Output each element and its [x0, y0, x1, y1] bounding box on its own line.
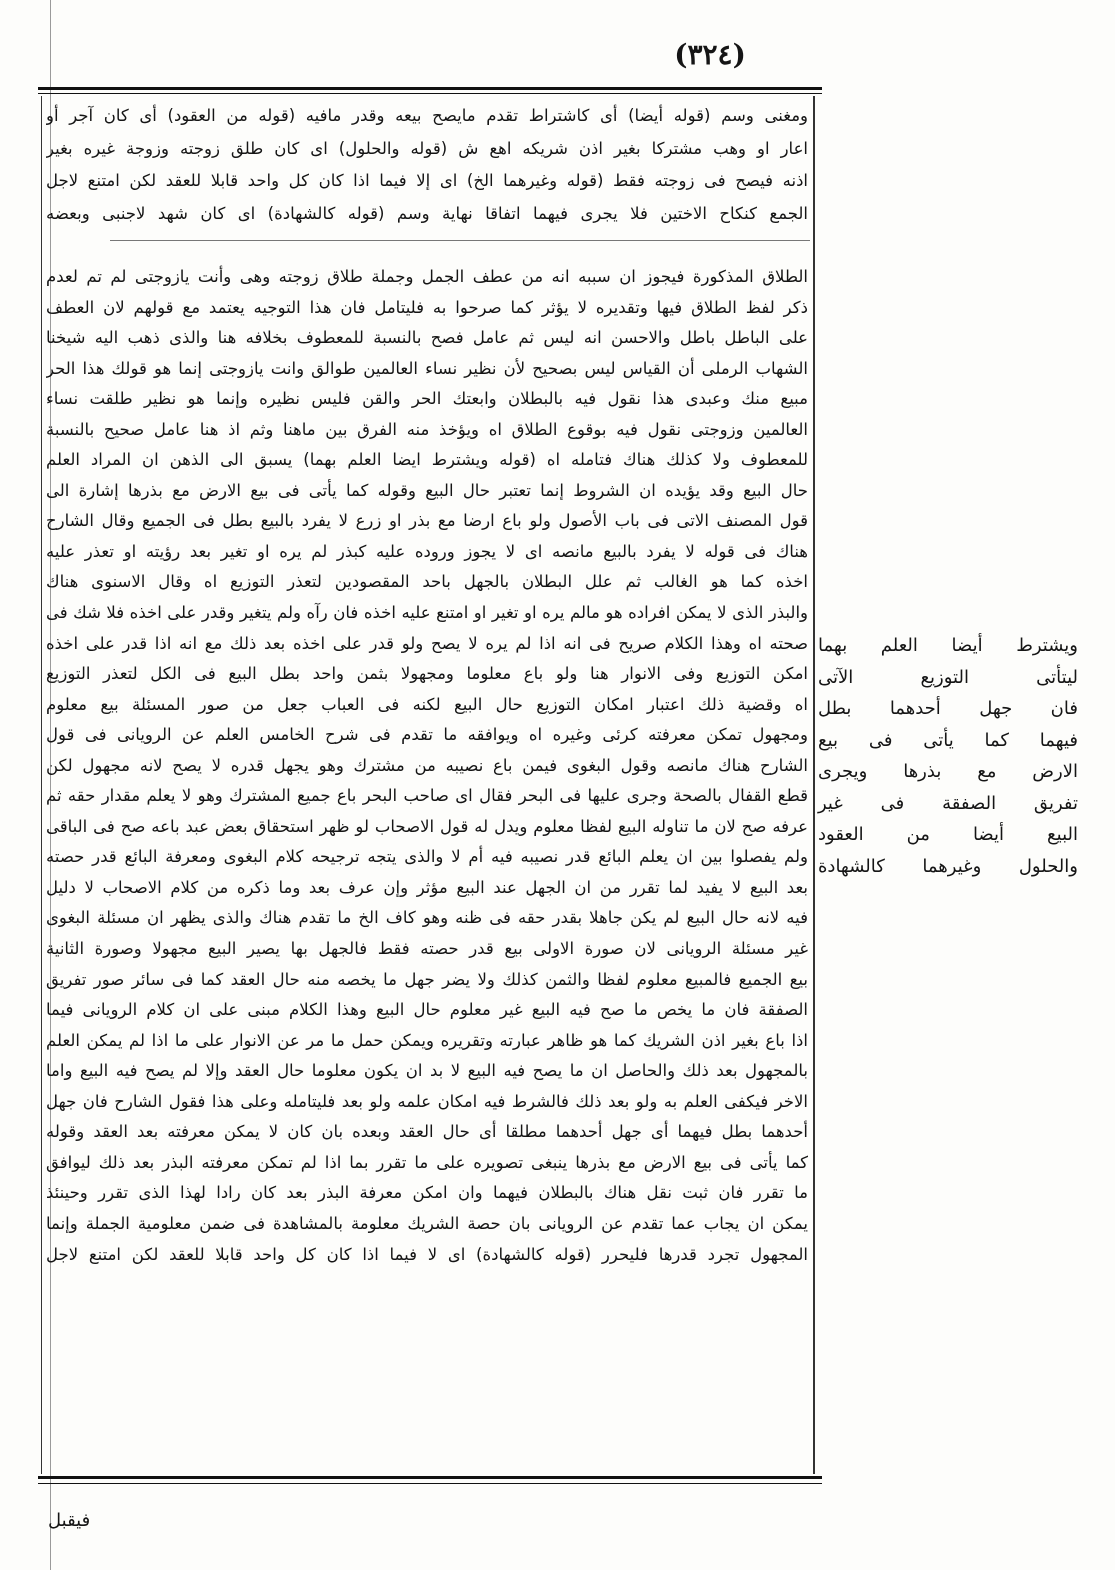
matn-line: الارض مع بذرها ويجرى: [818, 761, 1078, 782]
commentary-line: ومجهول تمكن معرفته كرئى وغيره اه ويوافقه ما تقدم فى شرح الخامس العلم عن الرويانى فى قول: [46, 725, 808, 745]
bottom-rule-thick: [38, 1476, 822, 1479]
matn-line: ويشترط أيضا العلم بهما: [818, 635, 1078, 656]
commentary-line: امكن التوزيع وفى الانوار هنا ولو باع معلوما ومجهولا بثمن واحد بطل البيع فى الكل لتعذر التوزيع: [46, 664, 808, 684]
commentary-line: [46, 1301, 808, 1332]
commentary-line: غير مسئلة الرويانى لان صورة الاولى بيع قدر حصته فقط فالجهل بها يصير البيع مجهولا وصورة الثانية: [46, 939, 808, 959]
commentary-line: الصفقة فان ما يخص ما صح فيه البيع غير معلوم حال البيع وهذا الكلام مبنى على ان كلام الرويانى فيما: [46, 1000, 808, 1020]
matn-line: ليتأتى التوزيع الآتى: [818, 666, 1078, 688]
catchword: فيقبل: [48, 1510, 91, 1531]
commentary-line: اذا باع بغير اذن الشريك كما هو ظاهر عبارته وتقريره ويمكن حمل ما مر عن الانوار على ما اذا لم يمكن العلم: [46, 1030, 808, 1050]
top-rule-thin: [38, 93, 822, 94]
commentary-line: ذكر لفظ الطلاق فيها وتقديره لا يؤثر كما صرحوا به فليتامل فان هذا التوجيه يعتمد مع قولهم لان العطف: [46, 297, 808, 317]
commentary-line: اعار او وهب مشتركا بغير اذن شريكه اهع ش (قوله والحلول) اى كان طلق زوجته وزوجة غيره بغير: [46, 138, 808, 158]
matn-line: البيع أيضا من العقود: [818, 824, 1078, 845]
commentary-line: [46, 1270, 808, 1301]
commentary-line: [46, 1331, 808, 1362]
frame-left-border: [41, 96, 42, 1474]
frame-right-border: [813, 96, 815, 1474]
commentary-line: حال البيع وقد يؤيده ان الشروط إنما تعتبر حال البيع وقوله كما يأتى فى بيع الارض مع بذرها إشارة الى: [46, 480, 808, 500]
commentary-line: للمعطوف ولا كذلك هناك فتامله اه (قوله ويشترط ايضا العلم بهما) يسبق الى الذهن ان المراد العلم: [46, 450, 808, 470]
matn-line: فان جهل أحدهما بطل: [818, 698, 1078, 719]
commentary-line: اه وقضية ذلك اعتبار امكان التوزيع حال البيع لكنه فى العباب جعل من صور المسئلة بيع معلوم: [46, 694, 808, 714]
commentary-line: قطع القفال بالصحة وجرى عليها فى البحر فقال اى صاحب البحر باع جميع المشترك وهو لا يعلم مقدار حقه ثم: [46, 786, 808, 806]
commentary-line: على الباطل باطل والاحسن انه ليس ثم عامل فصح بالنسبة للمعطوف بخلافه هنا والذى ذهب اليه شيخنا: [46, 328, 808, 348]
commentary-line: المجهول تجرد قدرها فليحرر (قوله كالشهادة) اى لا فيما اذا كان كل واحد قابلا للعقد لكن امتنع لاجل: [46, 1244, 808, 1264]
top-rule-thick: [38, 87, 822, 90]
commentary-line: مبيع منك وعبدى هذا نقول فيه بالبطلان وابعتك الحر والقن فليس نظيره وإنما هو نظير طلقت نساء: [46, 389, 808, 409]
commentary-line: بالمجهول بعد ذلك والحاصل ان ما يصح فيه البيع لا بد ان يكون معلوما حال العقد وإلا لم يصح فيه البيع واما: [46, 1061, 808, 1081]
commentary-line: العالمين وزوجتى نقول فيه بوقوع الطلاق اه ويؤخذ منه الفرق بين ماهنا وثم اذ هنا عامل صحيح بالنسبة: [46, 419, 808, 439]
matn-line: تفريق الصفقة فى غير: [818, 792, 1078, 814]
commentary-divider: [110, 240, 810, 241]
commentary-line: الشهاب الرملى أن القياس ليس بصحيح لأن نظير نساء العالمين طوالق وانت يازوجتى إنما هو قولك هذا الحر: [46, 358, 808, 378]
commentary-line: صحته اه وهذا الكلام صريح فى انه اذا لم يره لا يصح ولو قدر على اخذه بعد ذلك مع انه اذا قدر على اخذه: [46, 633, 808, 653]
matn-line: فيهما كما يأتى فى بيع: [818, 729, 1078, 751]
commentary-line: هناك فى قوله لا يفرد بالبيع مانصه اى لا يجوز وروده عليه كبذر لم يره او تغير بعد رؤيته او تعذر عليه: [46, 541, 808, 561]
commentary-line: بيع الجميع فالمبيع معلوم لفظا والثمن كذلك ولا يضر جهل ما يخصه منه حال العقد كما فى سائر صور تفريق: [46, 969, 808, 989]
matn-side-text: [818, 630, 1078, 882]
commentary-line: قول المصنف الاتى فى باب الأصول ولو باع ارضا مع بذر او زرع لا يفرد بالبيع بطل فى الجميع وقال الشارح: [46, 511, 808, 531]
commentary-line: بعد البيع لا يفيد لما تقرر من ان الجهل عند البيع مؤثر وإن عرف بعد وما ذكره من كلام الاصحاب لا دليل: [46, 877, 808, 897]
commentary-main-block: [46, 262, 808, 1392]
commentary-line: والبذر الذى لا يمكن افراده هو مالم يره او تغير او امتنع عليه اخذه فان رآه ولم يتغير وقدر على اخذه فلا شك فى: [46, 603, 808, 623]
commentary-line: يمكن ان يجاب عما تقدم عن الرويانى بان حصة الشريك معلومة بالمشاهدة فى ضمن معلومية الجملة وإنما: [46, 1213, 808, 1233]
commentary-line: الاخر فيكفى العلم به ولو بعد ذلك فالشرط فيه امكان علمه ولو بعد فليتامله وعلى هذا فقول الشارح فان جهل: [46, 1091, 808, 1111]
commentary-line: الطلاق المذكورة فيجوز ان سببه انه من عطف الجمل وجملة طلاق زوجته وهى وأنت يازوجتى لم تم لعدم: [46, 267, 808, 286]
commentary-line: الجمع كنكاح الاختين فلا يجرى فيهما اتفاقا نهاية وسم (قوله كالشهادة) اى كان شهد لاجنبى وبعضه: [46, 203, 808, 223]
commentary-top-block: [46, 100, 808, 230]
matn-line: والحلول وغيرهما كالشهادة: [818, 855, 1078, 877]
commentary-line: ما تقرر فان ثبت نقل هناك بالبطلان فيهما وان امكن معرفة البذر بعد كان رادا لهذا الذى تقرر وحينئذ: [46, 1183, 808, 1203]
commentary-line: ولم يفصلوا بين ان يعلم البائع قدر نصيبه فيه أم لا والذى يتجه ترجيحه كلام البغوى ومعرفة البائع قدر حصته: [46, 847, 808, 867]
commentary-line: عرفه صح لان ما تناوله البيع لفظا معلوم ويدل له قول الاصحاب لو ظهر استحقاق بعض عبد باعه صح فى الباقى: [46, 816, 808, 836]
commentary-line: ومغنى وسم (قوله أيضا) أى كاشتراط تقدم مايصح بيعه وقدر مافيه (قوله من العقود) أى كان آجر أو: [46, 106, 808, 125]
bottom-rule-thin: [38, 1483, 822, 1484]
commentary-line: [46, 1362, 808, 1393]
commentary-line: فيه لانه حال البيع لم يكن جاهلا بقدر حقه فى ظنه وهو كاف الخ ما تقدم هناك والذى يظهر ان مسئلة البغوى: [46, 908, 808, 928]
commentary-line: اخذه كما هو الغالب ثم علل البطلان بالجهل باحد المقصودين لتعذر التوزيع اه وقال الاسنوى هناك: [46, 572, 808, 592]
commentary-line: كما يأتى فى بيع الارض مع بذرها ينبغى تصويره على ما تقرر بما اذا لم تمكن معرفته البذر بعد ذلك ليوافق: [46, 1152, 808, 1172]
page-number: (٣٢٤): [674, 38, 746, 71]
commentary-line: اذنه فيصح فى زوجته فقط (قوله وغيرهما الخ) اى إلا فيما اذا كان كل واحد قابلا للعقد لكن امتنع لاجل: [46, 171, 808, 190]
commentary-line: أحدهما بطل فيهما أى جهل أحدهما مطلقا أى حال العقد وبعده بان كان لا يمكن معرفته بعد العقد وقوله: [46, 1122, 808, 1142]
commentary-line: الشارح هناك مانصه وقول البغوى فيمن باع نصيبه من مشترك وهو يجهل قدره لا يصح لانه مجهول لكن: [46, 755, 808, 775]
